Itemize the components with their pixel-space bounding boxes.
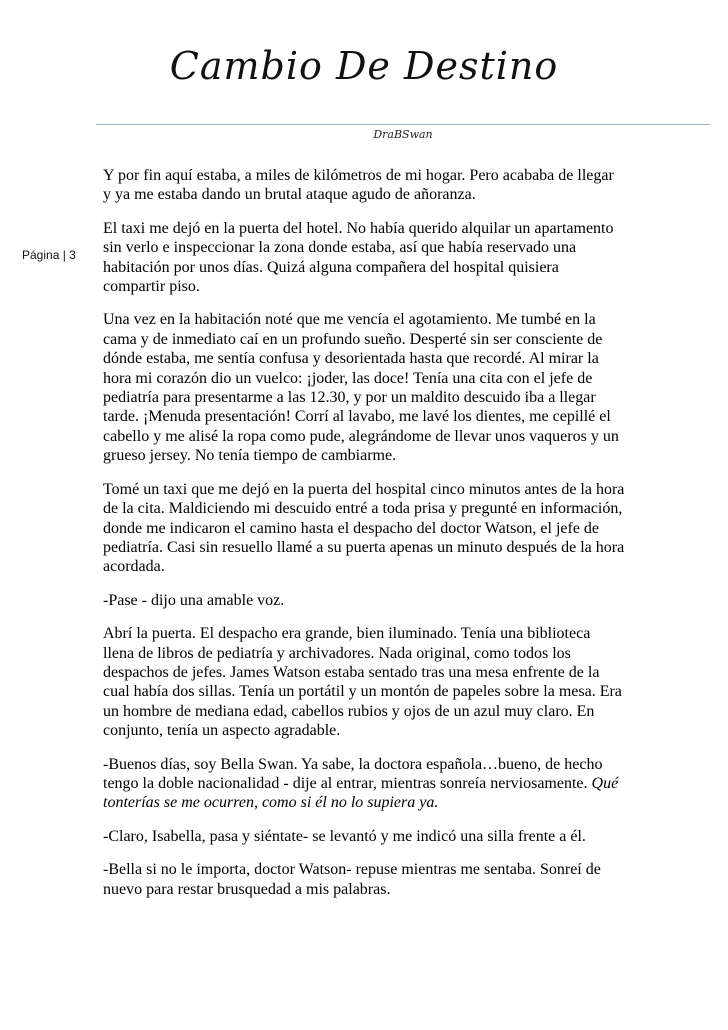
paragraph: El taxi me dejó en la puerta del hotel. No había querido alquilar un apartamento sin verlo e inspeccionar la zona donde estaba, así que había reservado una habitación por unos días. Quizá alguna compañera del hospital quisiera compartir piso. [103,219,614,296]
author-name: DraBSwan [373,128,433,141]
paragraph: Abrí la puerta. El despacho era grande, bien iluminado. Tenía una biblioteca llena de libros de pediatría y archivadores. Nada original, como todos los despachos de jefes. James Watson estaba sentado tras una mesa enfrente de la cual había dos sillas. Tenía un portátil y un montón de papeles sobre la mesa. Era un hombre de mediana edad, cabellos rubios y ojos de un azul muy claro. En conjunto, tenía un aspecto agradable. [103,625,622,740]
paragraph: Una vez en la habitación noté que me vencía el agotamiento. Me tumbé en la cama y de inmediato caí en un profundo sueño. Desperté sin ser consciente de dónde estaba, me sentía confusa y desorientada hasta que recordé. Al mirar la hora mi corazón dio un vuelco: ¡joder, las doce! Tenía una cita con el jefe de pediatría para presentarme a las 12.30, y por un maldito descuido iba a llegar tarde. ¡Menuda presentación! Corrí al lavabo, me lavé los dientes, me cepillé el cabello y me alisé la ropa como pude, alegrándome de llevar unos vaqueros y un grueso jersey. No tenía tiempo de cambiarme. [103,311,619,465]
body-text [103,166,625,913]
paragraph-regular-text: -Buenos días, soy Bella Swan. Ya sabe, la doctora española…bueno, de hecho tengo la doble nacionalidad - dije al entrar, mientras sonreía nerviosamente. [103,755,603,792]
page-number-label: Página | 3 [22,248,76,262]
paragraph: -Claro, Isabella, pasa y siéntate- se levantó y me indicó una silla frente a él. [103,827,586,845]
header-divider [96,124,710,125]
paragraph: -Bella si no le importa, doctor Watson- repuse mientras me sentaba. Sonreí de nuevo para restar brusquedad a mis palabras. [103,861,601,898]
paragraph: Tomé un taxi que me dejó en la puerta del hospital cinco minutos antes de la hora de la cita. Maldiciendo mi descuido entré a toda prisa y pregunté en información, donde me indicaron el camino hasta el despacho del doctor Watson, el jefe de pediatría. Casi sin resuello llamé a su puerta apenas un minuto después de la hora acordada. [103,480,625,576]
paragraph: -Pase - dijo una amable voz. [103,591,285,609]
paragraph [103,755,625,813]
paragraph-italic-text: Qué tonterías se me ocurren, como si él no lo supiera ya. [103,774,619,812]
paragraph: Y por fin aquí estaba, a miles de kilómetros de mi hogar. Pero acababa de llegar y ya me estaba dando un brutal ataque agudo de añoranza. [103,167,614,204]
document-title: Cambio De Destino [169,44,559,88]
